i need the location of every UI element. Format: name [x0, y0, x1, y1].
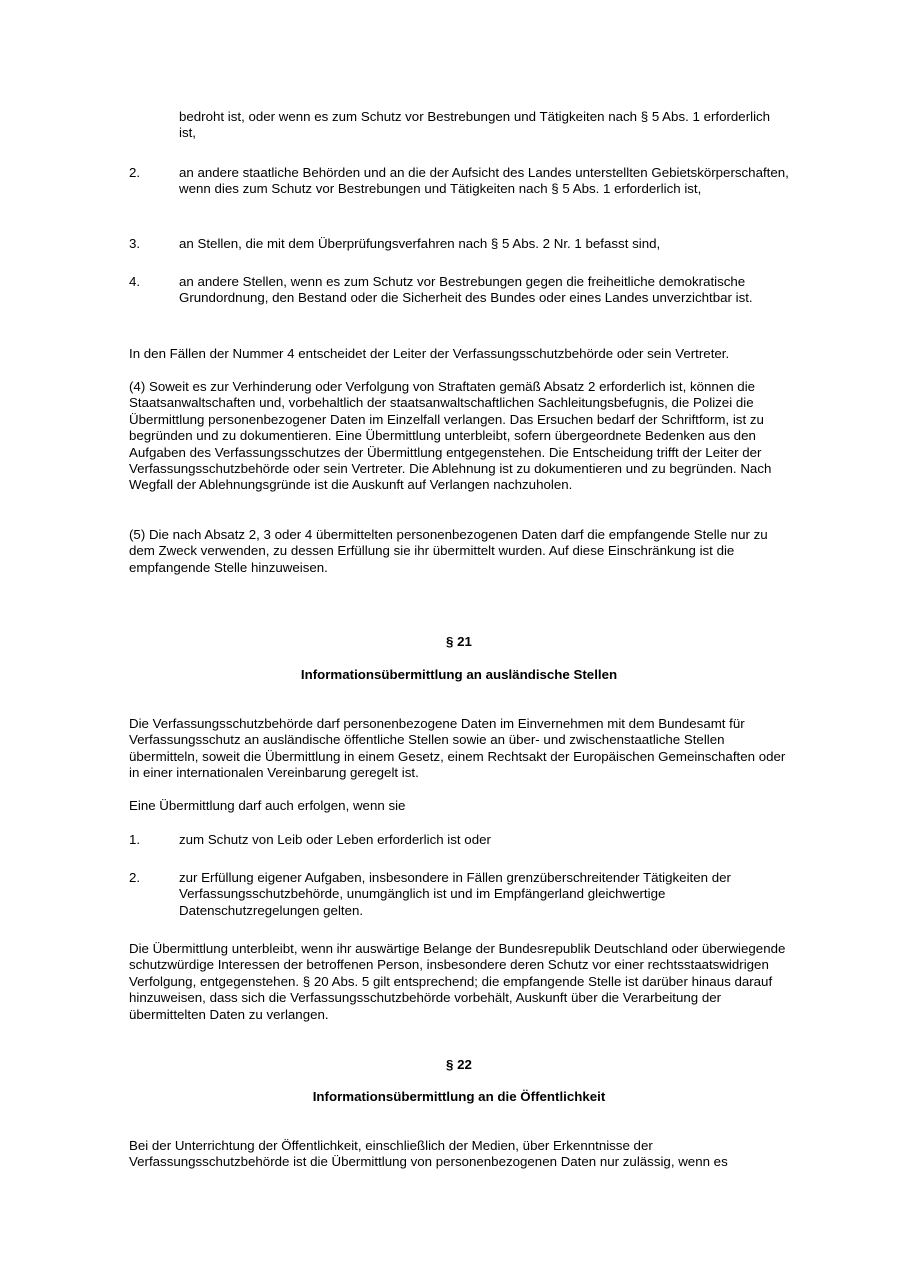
- list-item: [129, 832, 789, 848]
- list-item: [129, 274, 789, 307]
- section-22-title: Informationsübermittlung an die Öffentlichkeit: [312, 1089, 606, 1104]
- paragraph-case-4: In den Fällen der Nummer 4 entscheidet der Leiter der Verfassungsschutzbehörde oder sein Vertreter.: [129, 346, 730, 361]
- paragraph-5: (5) Die nach Absatz 2, 3 oder 4 übermittelten personenbezogenen Daten darf die empfangende Stelle nur zu dem Zweck verwenden, zu dessen Erfüllung sie ihr übermittelt wurden. Auf diese Einschränkung ist die empfangende Stelle hinzuweisen.: [129, 527, 768, 575]
- list-number: 3.: [129, 236, 141, 251]
- list-number: 4.: [129, 274, 141, 289]
- list-text: an andere staatliche Behörden und an die der Aufsicht des Landes unterstellten Gebietskörperschaften, wenn dies zum Schutz vor Bestrebungen und Tätigkeiten nach § 5 Abs. 1 erforderlich ist,: [179, 165, 789, 197]
- list-number: 2.: [129, 870, 141, 885]
- section-21-paragraph-1: Die Verfassungsschutzbehörde darf personenbezogene Daten im Einvernehmen mit dem Bundesamt für Verfassungsschutz an ausländische öffentliche Stellen sowie an über- und zwischenstaatliche Stellen übermitteln, soweit die Übermittlung in einem Gesetz, einem Rechtsakt der Europäischen Gemeinschaften oder in einer internationalen Vereinbarung geregelt ist.: [129, 716, 786, 781]
- section-21-paragraph-3: Die Übermittlung unterbleibt, wenn ihr auswärtige Belange der Bundesrepublik Deutschland oder überwiegende schutzwürdige Interessen der betroffenen Person, insbesondere deren Schutz vor einer rechtsstaatswidrigen Verfolgung, entgegenstehen. § 20 Abs. 5 gilt entsprechend; die empfangende Stelle ist darüber hinaus darauf hinzuweisen, dass sich die Verfassungsschutzbehörde vorbehält, Auskunft über die Verarbeitung der übermittelten Daten zu verlangen.: [129, 941, 786, 1022]
- section-22-paragraph-1: Bei der Unterrichtung der Öffentlichkeit, einschließlich der Medien, über Erkenntnisse der Verfassungsschutzbehörde ist die Übermittlung von personenbezogenen Daten nur zulässig, wenn es: [129, 1138, 728, 1170]
- list-item: [129, 870, 789, 919]
- section-22-number: § 22: [446, 1057, 472, 1072]
- section-21-title: Informationsübermittlung an ausländische Stellen: [300, 667, 618, 682]
- list-number: 2.: [129, 165, 141, 180]
- list-item: [129, 236, 789, 252]
- list-text: zum Schutz von Leib oder Leben erforderlich ist oder: [179, 832, 491, 847]
- continuation-text: bedroht ist, oder wenn es zum Schutz vor Bestrebungen und Tätigkeiten nach § 5 Abs. 1 erforderlich ist,: [179, 109, 771, 141]
- paragraph-4: (4) Soweit es zur Verhinderung oder Verfolgung von Straftaten gemäß Absatz 2 erforderlich ist, können die Staatsanwaltschaften und, vorbehaltlich der staatsanwaltschaftlichen Sachleitungsbefugnis, die Polizei die Übermittlung personenbezogener Daten im Einzelfall verlangen. Das Ersuchen bedarf der Schriftform, ist zu begründen und zu dokumentieren. Eine Übermittlung unterbleibt, sofern übergeordnete Bedenken aus den Aufgaben des Verfassungsschutzes der Übermittlung entgegenstehen. Die Entscheidung trifft der Leiter der Verfassungsschutzbehörde oder sein Vertreter. Die Ablehnung ist zu dokumentieren und zu begründen. Nach Wegfall der Ablehnungsgründe ist die Auskunft auf Verlangen nachzuholen.: [129, 379, 772, 493]
- list-text: zur Erfüllung eigener Aufgaben, insbesondere in Fällen grenzüberschreitender Tätigkeiten der Verfassungsschutzbehörde, unumgänglich ist und im Empfängerland gleichwertige Datenschutzregelungen gelten.: [179, 870, 731, 918]
- list-text: an Stellen, die mit dem Überprüfungsverfahren nach § 5 Abs. 2 Nr. 1 befasst sind,: [179, 236, 661, 251]
- section-21-number: § 21: [446, 634, 472, 649]
- list-item: [129, 165, 789, 198]
- section-21-paragraph-2: Eine Übermittlung darf auch erfolgen, wenn sie: [129, 798, 406, 813]
- list-text: an andere Stellen, wenn es zum Schutz vor Bestrebungen gegen die freiheitliche demokratische Grundordnung, den Bestand oder die Sicherheit des Bundes oder eines Landes unverzichtbar ist.: [179, 274, 753, 306]
- list-number: 1.: [129, 832, 141, 847]
